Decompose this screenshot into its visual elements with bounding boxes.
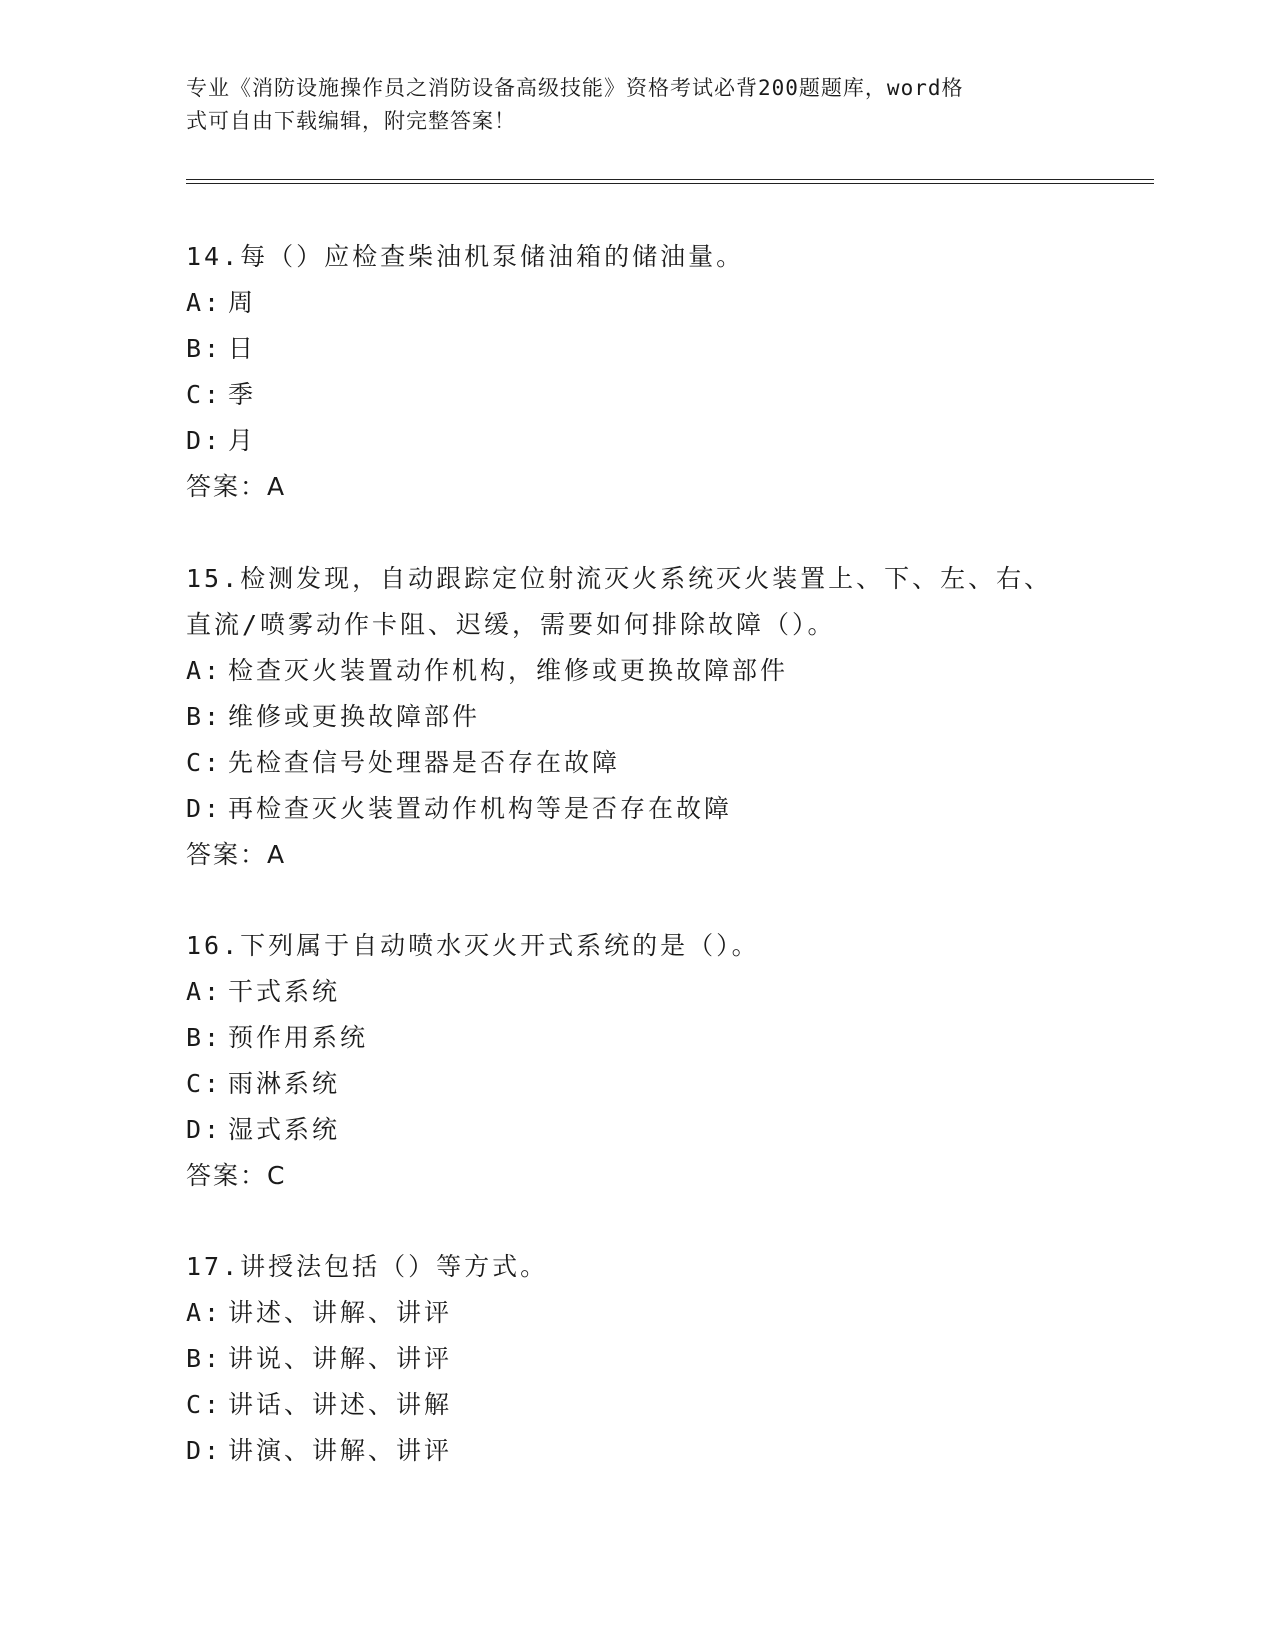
- option-text: 讲话、讲述、讲解: [228, 1390, 453, 1419]
- option-text: 湿式系统: [228, 1115, 341, 1144]
- question-14: [186, 234, 1086, 510]
- option-key: D:: [186, 426, 223, 455]
- option-text: 季: [228, 380, 257, 409]
- answer: 答案：A: [186, 472, 287, 501]
- option-b: [186, 694, 1086, 740]
- question-17: [186, 1244, 1086, 1474]
- option-text: 预作用系统: [228, 1023, 369, 1052]
- question-stem: 17.讲授法包括（）等方式。: [186, 1252, 549, 1281]
- option-key: B:: [186, 1344, 223, 1373]
- option-text: 周: [228, 288, 257, 317]
- option-key: A:: [186, 1298, 223, 1327]
- option-d: [186, 1428, 1086, 1474]
- option-key: A:: [186, 656, 223, 685]
- option-key: A:: [186, 977, 223, 1006]
- question-15: [186, 556, 1086, 878]
- option-key: C:: [186, 1069, 223, 1098]
- option-text: 维修或更换故障部件: [228, 702, 481, 731]
- option-a: [186, 648, 1086, 694]
- option-key: D:: [186, 1115, 223, 1144]
- option-d: [186, 786, 1086, 832]
- option-b: [186, 1015, 1086, 1061]
- option-a: [186, 1290, 1086, 1336]
- option-b: [186, 326, 1086, 372]
- option-c: [186, 1061, 1086, 1107]
- header-line-1: 专业《消防设施操作员之消防设备高级技能》资格考试必背200题题库，word格: [186, 76, 964, 100]
- option-key: C:: [186, 1390, 223, 1419]
- option-text: 日: [228, 334, 257, 363]
- option-key: A:: [186, 288, 223, 317]
- option-text: 再检查灭火装置动作机构等是否存在故障: [228, 794, 733, 823]
- option-key: B:: [186, 702, 223, 731]
- question-16: [186, 923, 1086, 1199]
- answer: 答案：C: [186, 1161, 287, 1190]
- option-text: 干式系统: [228, 977, 341, 1006]
- option-key: C:: [186, 380, 223, 409]
- header-divider-top: [186, 179, 1154, 180]
- option-c: [186, 372, 1086, 418]
- question-stem: 16.下列属于自动喷水灭火开式系统的是（）。: [186, 931, 760, 960]
- option-key: D:: [186, 1436, 223, 1465]
- header-divider-bottom: [186, 183, 1154, 184]
- question-stem: 14.每（）应检查柴油机泵储油箱的储油量。: [186, 242, 745, 271]
- option-text: 讲说、讲解、讲评: [228, 1344, 453, 1373]
- answer: 答案：A: [186, 840, 287, 869]
- option-a: [186, 969, 1086, 1015]
- option-a: [186, 280, 1086, 326]
- option-key: D:: [186, 794, 223, 823]
- option-key: C:: [186, 748, 223, 777]
- option-d: [186, 418, 1086, 464]
- document-header: [186, 72, 1066, 138]
- option-b: [186, 1336, 1086, 1382]
- option-c: [186, 1382, 1086, 1428]
- option-d: [186, 1107, 1086, 1153]
- question-stem-line-2: 直流/喷雾动作卡阻、迟缓，需要如何排除故障（）。: [186, 610, 836, 639]
- option-text: 讲演、讲解、讲评: [228, 1436, 453, 1465]
- option-text: 先检查信号处理器是否存在故障: [228, 748, 621, 777]
- option-key: B:: [186, 1023, 223, 1052]
- option-text: 讲述、讲解、讲评: [228, 1298, 453, 1327]
- option-c: [186, 740, 1086, 786]
- option-key: B:: [186, 334, 223, 363]
- question-stem-line-1: 15.检测发现，自动跟踪定位射流灭火系统灭火装置上、下、左、右、: [186, 564, 1053, 593]
- option-text: 检查灭火装置动作机构，维修或更换故障部件: [228, 656, 789, 685]
- option-text: 雨淋系统: [228, 1069, 341, 1098]
- header-line-2: 式可自由下载编辑，附完整答案！: [186, 109, 516, 133]
- option-text: 月: [228, 426, 257, 455]
